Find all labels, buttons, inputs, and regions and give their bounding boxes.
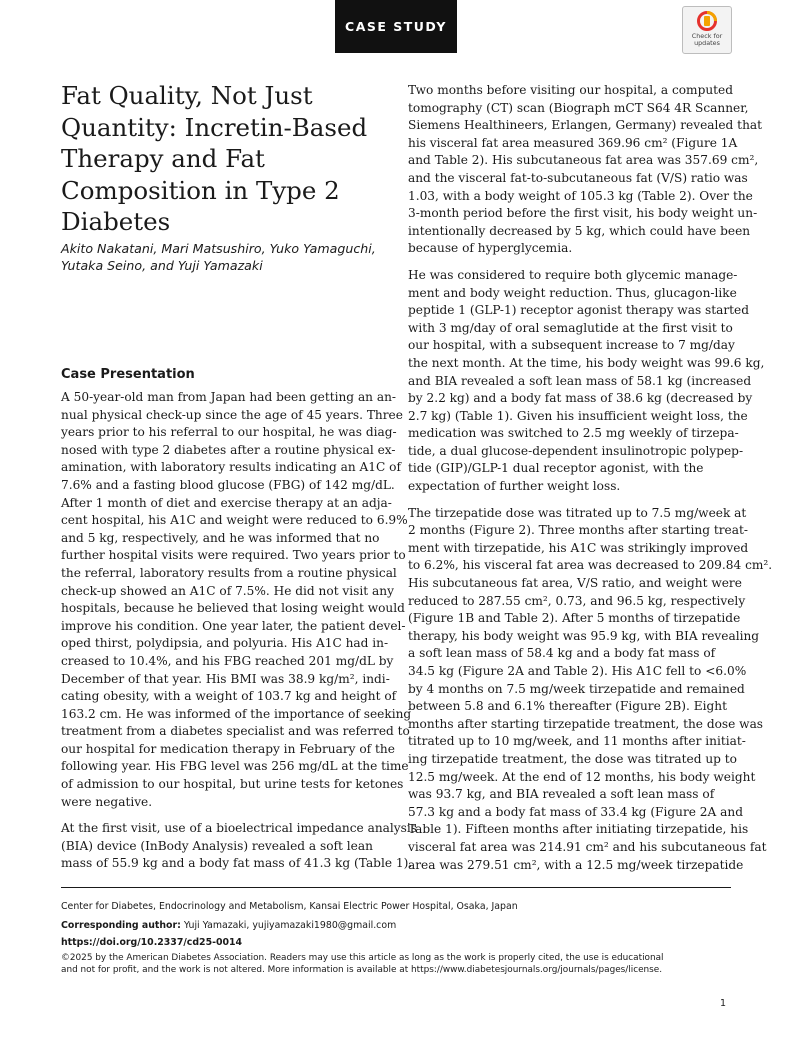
text-line: expectation of further weight loss. [408, 479, 621, 494]
text-line: tide, a dual glucose-dependent insulinotropic polypep- [408, 443, 744, 458]
text-line: mass of 55.9 kg and a body fat mass of 41.3 kg (Table 1). [61, 856, 413, 871]
page-number: 1 [720, 998, 727, 1009]
text-line: 2.7 kg) (Table 1). Given his insufficient weight loss, the [408, 408, 748, 423]
text-line: 34.5 kg (Figure 2A and Table 2). His A1C fell to <6.0% [408, 664, 747, 678]
check-for-updates-icon [696, 10, 718, 32]
text-line: Siemens Healthineers, Erlangen, Germany) revealed that [408, 118, 762, 133]
text-line: nosed with type 2 diabetes after a routine physical ex- [61, 442, 396, 457]
text-line: He was considered to require both glycemic manage- [408, 267, 738, 282]
paragraph [61, 389, 412, 811]
license-text [61, 952, 731, 976]
badge-text [692, 33, 722, 47]
text-line: and BIA revealed a soft lean mass of 58.1 kg (increased [408, 373, 752, 388]
text-line: 12.5 mg/week. At the end of 12 months, his body weight [408, 769, 756, 784]
text-line: treatment from a diabetes specialist and was referred to [61, 724, 410, 739]
text-line: The tirzepatide dose was titrated up to 7.5 mg/week at [408, 505, 747, 520]
text-line: following year. His FBG level was 256 mg/dL at the time [61, 759, 409, 774]
badge-line-2: updates [694, 39, 720, 47]
paragraph [408, 505, 773, 874]
text-line: 163.2 cm. He was informed of the importance of seeking [61, 706, 412, 721]
text-line: 1.03, with a body weight of 105.3 kg (Table 2). Over the [408, 188, 753, 203]
text-line: between 5.8 and 6.1% thereafter (Figure 2B). Eight [408, 699, 727, 714]
text-line: the next month. At the time, his body weight was 99.6 kg, [408, 355, 765, 370]
affiliation: Center for Diabetes, Endocrinology and Metabolism, Kansai Electric Power Hospital, Osaka, Japan [61, 901, 518, 912]
license-line-2: and not for profit, and the work is not altered. More information is available at https://www.diabetesjournals.org/journals/pages/license. [61, 965, 663, 975]
text-line: oped thirst, polydipsia, and polyuria. His A1C had in- [61, 636, 389, 651]
paragraph [408, 267, 765, 496]
text-line: tomography (CT) scan (Biograph mCT S64 4R Scanner, [408, 100, 749, 115]
text-line: December of that year. His BMI was 38.9 kg/m², indi- [61, 671, 390, 686]
text-line: a soft lean mass of 58.4 kg and a body fat mass of [408, 646, 716, 661]
text-line: check-up showed an A1C of 7.5%. He did not visit any [61, 583, 394, 598]
text-line: titrated up to 10 mg/week, and 11 months after initiat- [408, 734, 746, 749]
license-line-1: ©2025 by the American Diabetes Association. Readers may use this article as long as the work is properly cited, the use is educational [61, 953, 664, 963]
text-line: creased to 10.4%, and his FBG reached 201 mg/dL by [61, 653, 394, 668]
text-line: improve his condition. One year later, the patient devel- [61, 618, 406, 633]
text-line: (Figure 1B and Table 2). After 5 months of tirzepatide [408, 611, 741, 626]
corresponding-author-value[interactable]: Yuji Yamazaki, yujiyamazaki1980@gmail.com [183, 920, 397, 931]
text-line: A 50-year-old man from Japan had been getting an an- [61, 390, 397, 404]
text-line: cent hospital, his A1C and weight were reduced to 6.9% [61, 513, 408, 528]
text-line: After 1 month of diet and exercise therapy at an adja- [61, 495, 392, 510]
text-line: therapy, his body weight was 95.9 kg, with BIA revealing [408, 628, 760, 643]
author-list: Akito Nakatani, Mari Matsushiro, Yuko Yamaguchi, Yutaka Seino, and Yuji Yamazaki [61, 241, 376, 273]
text-line: with 3 mg/day of oral semaglutide at the first visit to [408, 320, 733, 335]
paragraph [408, 82, 762, 258]
badge-line-1: Check for [691, 32, 723, 40]
text-line: by 4 months on 7.5 mg/week tirzepatide and remained [408, 681, 745, 696]
text-line: ment with tirzepatide, his A1C was strikingly improved [408, 540, 749, 555]
text-line: our hospital for medication therapy in February of the [61, 741, 395, 756]
text-line: visceral fat area was 214.91 cm² and his subcutaneous fat [408, 839, 767, 854]
text-line: His subcutaneous fat area, V/S ratio, and weight were [408, 576, 742, 591]
paragraph [61, 820, 417, 873]
left-column [61, 389, 417, 882]
text-line: cating obesity, with a weight of 103.7 kg and height of [61, 689, 397, 704]
text-line: ing tirzepatide treatment, the dose was titrated up to [408, 751, 737, 766]
case-study-banner [335, 0, 457, 53]
article-title: Fat Quality, Not Just Quantity: Incretin-Based Therapy and Fat Composition in Type 2 Diabetes [61, 81, 368, 236]
corresponding-author [61, 920, 731, 932]
text-line: were negative. [61, 794, 153, 809]
text-line: was 93.7 kg, and BIA revealed a soft lean mass of [408, 787, 715, 802]
text-line: his visceral fat area measured 369.96 cm² (Figure 1A [408, 135, 738, 150]
text-line: nual physical check-up since the age of 45 years. Three [61, 407, 403, 422]
text-line: 57.3 kg and a body fat mass of 33.4 kg (Figure 2A and [408, 804, 743, 819]
text-line: by 2.2 kg) and a body fat mass of 38.6 kg (decreased by [408, 391, 753, 406]
text-line: peptide 1 (GLP-1) receptor agonist therapy was started [408, 303, 750, 318]
right-column [408, 82, 773, 883]
text-line: to 6.2%, his visceral fat area was decreased to 209.84 cm². [408, 558, 773, 573]
text-line: At the first visit, use of a bioelectrical impedance analysis [61, 821, 417, 836]
banner-label: CASE STUDY [345, 19, 447, 34]
text-line: 7.6% and a fasting blood glucose (FBG) of 142 mg/dL. [61, 477, 395, 492]
text-line: months after starting tirzepatide treatment, the dose was [408, 716, 764, 731]
text-line: 2 months (Figure 2). Three months after starting treat- [408, 523, 748, 538]
check-for-updates-badge[interactable] [682, 6, 732, 54]
text-line: tide (GIP)/GLP-1 dual receptor agonist, with the [408, 461, 704, 476]
text-line: medication was switched to 2.5 mg weekly of tirzepa- [408, 426, 739, 441]
text-line: because of hyperglycemia. [408, 241, 573, 256]
text-line: further hospital visits were required. Two years prior to [61, 548, 406, 563]
text-line: our hospital, with a subsequent increase to 7 mg/day [408, 338, 735, 353]
text-line: ment and body weight reduction. Thus, glucagon-like [408, 285, 737, 300]
text-line: (BIA) device (InBody Analysis) revealed a soft lean [61, 838, 373, 853]
text-line: hospitals, because he believed that losing weight would [61, 601, 405, 616]
text-line: amination, with laboratory results indicating an A1C of [61, 460, 401, 475]
text-line: Two months before visiting our hospital, a computed [408, 83, 733, 97]
text-line: 3-month period before the first visit, his body weight un- [408, 206, 758, 221]
text-line: intentionally decreased by 5 kg, which could have been [408, 223, 751, 238]
text-line: area was 279.51 cm², with a 12.5 mg/week tirzepatide [408, 857, 744, 872]
text-line: Table 1). Fifteen months after initiating tirzepatide, his [408, 822, 749, 837]
footer-divider [61, 887, 731, 888]
text-line: reduced to 287.55 cm², 0.73, and 96.5 kg, respectively [408, 593, 746, 608]
text-line: the referral, laboratory results from a routine physical [61, 565, 397, 580]
corresponding-author-label: Corresponding author: [61, 920, 181, 931]
text-line: and the visceral fat-to-subcutaneous fat (V/S) ratio was [408, 170, 748, 185]
doi-link[interactable]: https://doi.org/10.2337/cd25-0014 [61, 937, 243, 948]
text-line: and Table 2). His subcutaneous fat area was 357.69 cm², [408, 153, 759, 168]
text-line: of admission to our hospital, but urine tests for ketones [61, 777, 404, 792]
text-line: and 5 kg, respectively, and he was informed that no [61, 530, 380, 545]
section-heading-case-presentation: Case Presentation [61, 367, 195, 382]
text-line: years prior to his referral to our hospital, he was diag- [61, 425, 397, 440]
